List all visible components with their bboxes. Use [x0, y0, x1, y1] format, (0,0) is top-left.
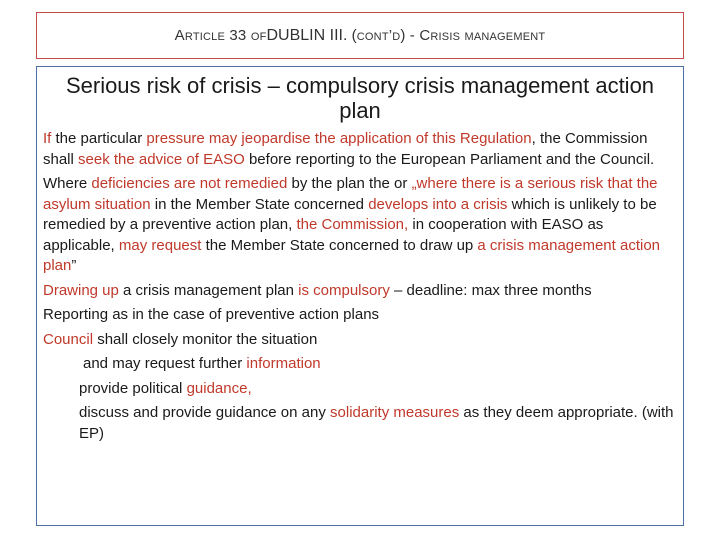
text-red: information: [246, 355, 321, 372]
text-red: pressure: [146, 130, 205, 147]
paragraph-deficiencies: [43, 174, 677, 277]
text-plain: Reporting as in the case of preventive action plans: [43, 306, 380, 323]
paragraph-council: [43, 330, 677, 351]
text-plain: discuss and provide guidance on any: [79, 404, 331, 421]
text-plain: shall closely monitor the situation: [93, 330, 318, 348]
text-plain: , the Commission shall: [43, 130, 648, 168]
title-regulation: DUBLIN III.: [266, 26, 348, 44]
content-heading: Serious risk of crisis – compulsory crisis management action plan: [65, 73, 655, 123]
text-plain: the Member State concerned to draw up: [201, 236, 478, 254]
text-red: may jeopardise the application of this Regulation: [208, 130, 532, 147]
text-plain: and may request further: [83, 355, 247, 372]
text-red: „where there is a serious risk that the asylum situation: [43, 175, 658, 213]
paragraph-solidarity: [43, 403, 677, 444]
text-red: Council: [43, 330, 94, 348]
text-plain: the particular: [51, 130, 147, 147]
text-red: Drawing up: [43, 281, 119, 299]
content-box: [36, 66, 684, 526]
text-plain: provide political: [79, 379, 187, 397]
text-red: guidance,: [186, 379, 252, 397]
text-plain: in cooperation with EASO as applicable,: [43, 216, 604, 254]
paragraph-drawing-up: [43, 281, 677, 302]
text-red: is compulsory: [298, 281, 390, 299]
paragraph-reporting: [43, 305, 677, 326]
paragraph-political-guidance: [43, 379, 677, 400]
text-red: deficiencies are not remedied: [91, 175, 288, 192]
text-plain: ”: [71, 257, 77, 274]
text-red: If: [43, 130, 52, 147]
text-red: solidarity measures: [330, 404, 460, 421]
title-article: Article 33 of: [174, 27, 267, 44]
text-plain: which is unlikely to be remedied by a preventive action plan,: [43, 195, 657, 233]
text-red: the Commission,: [296, 216, 409, 233]
title-topic: - Crisis management: [409, 27, 546, 44]
paragraph-request-information: [43, 354, 677, 375]
paragraph-commission-advice: [43, 129, 677, 170]
text-red: seek the advice of EASO: [78, 150, 245, 168]
text-plain: in the Member State concerned: [150, 195, 369, 213]
text-plain: as they deem appropriate. (with EP): [79, 404, 674, 442]
text-red: develops into a crisis: [368, 195, 508, 213]
text-plain: – deadline: max three months: [389, 281, 592, 299]
title-contd: (cont’d): [351, 27, 406, 44]
text-red: a crisis management action plan: [43, 236, 661, 274]
text-plain: by the plan the or: [287, 175, 412, 192]
slide-title: [36, 12, 684, 59]
text-plain: before reporting to the European Parliament and the Council.: [244, 150, 655, 168]
text-plain: a crisis management plan: [118, 281, 299, 299]
text-plain: Where: [43, 175, 92, 192]
text-red: may request: [118, 236, 202, 254]
